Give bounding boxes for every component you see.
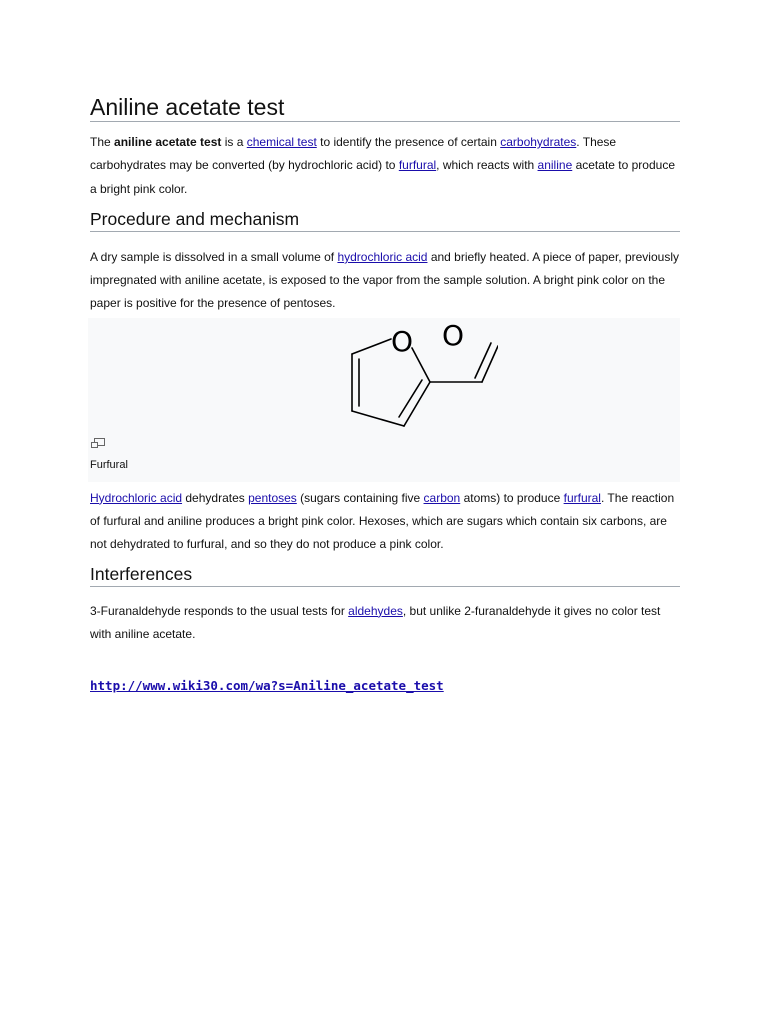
mechanism-paragraph (90, 487, 680, 557)
section-heading-interferences: Interferences (90, 562, 680, 587)
intro-text: , which reacts with (436, 158, 538, 173)
procedure-text: and briefly heated. A piece of paper, previously impregnated with aniline acetate, is exposed to the vapor from the sample solution. A bright pink color on the paper is positive for the presence of pentoses. (90, 249, 679, 311)
source-url-link[interactable]: http://www.wiki30.com/wa?s=Aniline_acetate_test (90, 678, 444, 694)
procedure-paragraph (90, 246, 680, 316)
link-hydrochloric-acid[interactable]: Hydrochloric acid (90, 490, 183, 505)
carbonyl-oxygen-label: O (441, 318, 465, 352)
page-title: Aniline acetate test (90, 92, 680, 122)
ring-double-bond-inner (399, 380, 422, 417)
link-furfural[interactable]: furfural (398, 158, 437, 173)
carbonyl-bond (482, 346, 498, 382)
intro-paragraph (90, 131, 680, 201)
link-pentoses[interactable]: pentoses (248, 490, 297, 505)
interferences-text: 3-Furanaldehyde responds to the usual tests for (90, 603, 349, 618)
interferences-text: , but unlike 2-furanaldehyde it gives no color test with aniline acetate. (90, 603, 661, 641)
ring-bond (352, 339, 391, 354)
interferences-paragraph (90, 600, 680, 647)
carbonyl-double-bond (475, 343, 491, 378)
ring-bond (412, 348, 430, 382)
article (90, 92, 680, 693)
link-chemical-test[interactable]: chemical test (246, 135, 317, 149)
section-heading-procedure: Procedure and mechanism (90, 207, 680, 232)
furfural-figure (88, 318, 680, 482)
mechanism-text: (sugars containing five (296, 490, 424, 505)
link-carbohydrates[interactable]: carbohydrates (500, 135, 577, 149)
procedure-text: A dry sample is dissolved in a small volume of (90, 249, 338, 264)
carbonyl-oxygen-svg (431, 314, 471, 354)
link-carbon[interactable]: carbon (423, 490, 461, 505)
link-aniline[interactable]: aniline (537, 158, 573, 173)
link-hydrochloric-acid[interactable]: hydrochloric acid (337, 249, 428, 264)
link-furfural[interactable]: furfural (563, 490, 601, 505)
mechanism-text: . The reaction of furfural and aniline produces a bright pink color. Hexoses, which are sugars which contain six carbons, are not dehydrated to furfural, and so they do not produce a pink color. (90, 490, 675, 552)
mechanism-text: atoms) to produce (460, 490, 564, 505)
intro-text: The (90, 135, 115, 149)
intro-text: to identify the presence of certain (316, 135, 501, 149)
link-aldehydes[interactable]: aldehydes (348, 603, 403, 618)
ring-bond (352, 411, 404, 426)
magnify-clip-icon[interactable] (90, 437, 106, 449)
mechanism-text: dehydrates (182, 490, 249, 505)
intro-text: . These carbohydrates may be converted (by hydrochloric acid) to (90, 135, 617, 173)
ring-oxygen-label: O (390, 324, 414, 358)
intro-text: acetate to produce a bright pink color. (90, 158, 675, 196)
source-link-block (90, 678, 680, 693)
intro-bold-term: aniline acetate test (114, 135, 222, 149)
figure-caption: Furfural (90, 458, 128, 471)
intro-text: is a (221, 135, 247, 149)
